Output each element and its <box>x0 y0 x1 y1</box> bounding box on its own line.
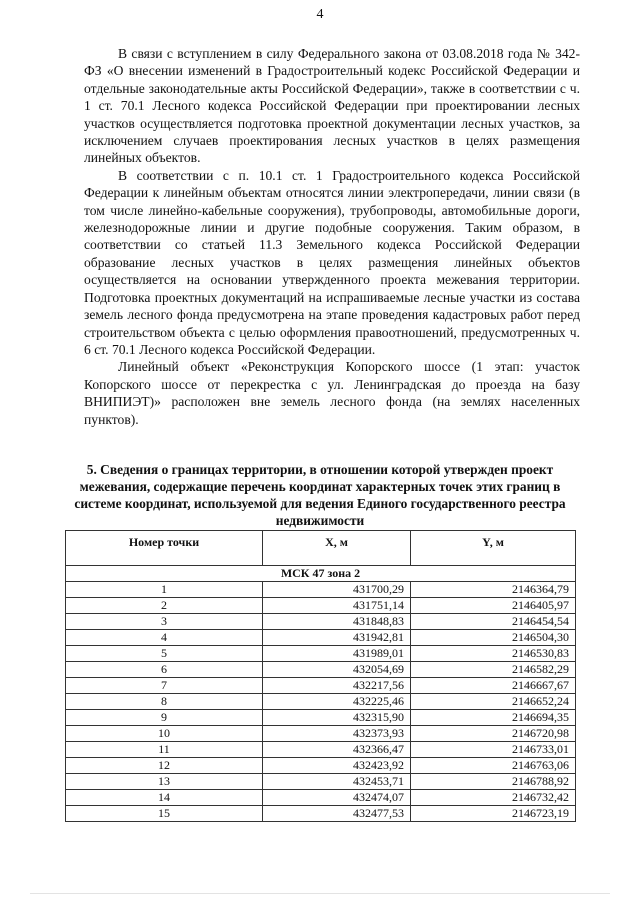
y-coordinate-cell: 2146733,01 <box>411 742 576 758</box>
x-coordinate-cell: 431989,01 <box>263 646 411 662</box>
page-number: 4 <box>316 7 324 22</box>
coordinates-table <box>65 530 576 822</box>
table-row <box>66 806 576 822</box>
y-coordinate-cell: 2146652,24 <box>411 694 576 710</box>
y-coordinate-cell: 2146720,98 <box>411 726 576 742</box>
y-coordinate-cell: 2146763,06 <box>411 758 576 774</box>
table-row <box>66 614 576 630</box>
x-coordinate-cell: 431848,83 <box>263 614 411 630</box>
y-coordinate-cell: 2146667,67 <box>411 678 576 694</box>
point-number-cell: 8 <box>66 694 263 710</box>
x-coordinate-cell: 431942,81 <box>263 630 411 646</box>
table-row <box>66 582 576 598</box>
paragraph: Линейный объект «Реконструкция Копорского шоссе (1 этап: участок Копорского шоссе от перекрестка с ул. Ленинградская до проезда на базу ВНИПИЭТ)» расположен вне земель лесного фонда (на землях населенных пунктов). <box>84 359 580 427</box>
x-coordinate-cell: 432477,53 <box>263 806 411 822</box>
y-coordinate-cell: 2146694,35 <box>411 710 576 726</box>
point-number-cell: 11 <box>66 742 263 758</box>
y-coordinate-cell: 2146405,97 <box>411 598 576 614</box>
paragraph: В связи с вступлением в силу Федерального закона от 03.08.2018 года № 342-ФЗ «О внесении изменений в Градостроительный кодекс Российской Федерации и отдельные законодательные акты Российской Федерации», также в соответствии с ч. 1 ст. 70.1 Лесного кодекса Российской Федерации при проектировании лесных участков осуществляется подготовка проектной документации лесных участков, за исключением случаев проектирования лесных участков в целях размещения линейных объектов. <box>84 46 580 166</box>
table-row <box>66 758 576 774</box>
body-text <box>84 45 580 428</box>
point-number-cell: 3 <box>66 614 263 630</box>
table-row <box>66 694 576 710</box>
point-number-cell: 4 <box>66 630 263 646</box>
page-divider <box>30 893 610 894</box>
y-coordinate-cell: 2146582,29 <box>411 662 576 678</box>
point-number-cell: 2 <box>66 598 263 614</box>
header-x: X, м <box>263 531 411 566</box>
table-row <box>66 790 576 806</box>
y-coordinate-cell: 2146723,19 <box>411 806 576 822</box>
header-y: Y, м <box>411 531 576 566</box>
x-coordinate-cell: 432423,92 <box>263 758 411 774</box>
y-coordinate-cell: 2146530,83 <box>411 646 576 662</box>
x-coordinate-cell: 431751,14 <box>263 598 411 614</box>
table-row <box>66 774 576 790</box>
point-number-cell: 7 <box>66 678 263 694</box>
x-coordinate-cell: 432453,71 <box>263 774 411 790</box>
header-point-number: Номер точки <box>66 531 263 566</box>
point-number-cell: 13 <box>66 774 263 790</box>
point-number-cell: 12 <box>66 758 263 774</box>
table-row <box>66 710 576 726</box>
x-coordinate-cell: 432315,90 <box>263 710 411 726</box>
section-heading: 5. Сведения о границах территории, в отношении которой утвержден проект межевания, содержащие перечень координат характерных точек этих границ в системе координат, используемой для ведения Единого государственного реестра недвижимости <box>74 462 566 528</box>
point-number-cell: 1 <box>66 582 263 598</box>
x-coordinate-cell: 431700,29 <box>263 582 411 598</box>
x-coordinate-cell: 432217,56 <box>263 678 411 694</box>
x-coordinate-cell: 432225,46 <box>263 694 411 710</box>
table-row <box>66 630 576 646</box>
y-coordinate-cell: 2146732,42 <box>411 790 576 806</box>
y-coordinate-cell: 2146504,30 <box>411 630 576 646</box>
point-number-cell: 14 <box>66 790 263 806</box>
zone-row <box>66 566 576 582</box>
point-number-cell: 10 <box>66 726 263 742</box>
table-header-row <box>66 531 576 566</box>
table-row <box>66 646 576 662</box>
point-number-cell: 5 <box>66 646 263 662</box>
point-number-cell: 6 <box>66 662 263 678</box>
table-row <box>66 598 576 614</box>
table-row <box>66 726 576 742</box>
x-coordinate-cell: 432366,47 <box>263 742 411 758</box>
point-number-cell: 9 <box>66 710 263 726</box>
point-number-cell: 15 <box>66 806 263 822</box>
table-row <box>66 742 576 758</box>
x-coordinate-cell: 432054,69 <box>263 662 411 678</box>
paragraph: В соответствии с п. 10.1 ст. 1 Градостроительного кодекса Российской Федерации к линейным объектам относятся линии электропередачи, линии связи (в том числе линейно-кабельные сооружения), трубопроводы, автомобильные дороги, железнодорожные линии и другие подобные сооружения. Таким образом, в соответствии со статьей 11.3 Земельного кодекса Российской Федерации образование лесных участков в целях размещения линейных объектов осуществляется на основании утвержденного проекта межевания территории. Подготовка проектных документаций на испрашиваемые лесные участки из состава земель лесного фонда предусмотрена на этапе проведения кадастровых работ перед строительством объекта с целью оформления правоотношений, предусмотренных ч. 6 ст. 70.1 Лесного кодекса Российской Федерации. <box>84 167 580 357</box>
y-coordinate-cell: 2146788,92 <box>411 774 576 790</box>
table-row <box>66 662 576 678</box>
x-coordinate-cell: 432373,93 <box>263 726 411 742</box>
y-coordinate-cell: 2146454,54 <box>411 614 576 630</box>
y-coordinate-cell: 2146364,79 <box>411 582 576 598</box>
coordinate-system-zone: МСК 47 зона 2 <box>66 566 576 582</box>
table-row <box>66 678 576 694</box>
x-coordinate-cell: 432474,07 <box>263 790 411 806</box>
